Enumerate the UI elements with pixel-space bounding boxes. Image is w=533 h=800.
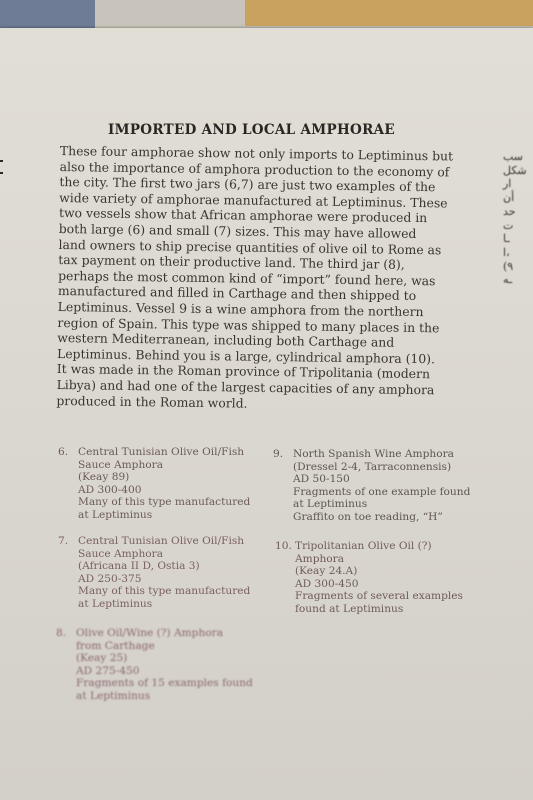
paragraph-line: Libya) and had one of the largest capacities of any amphora — [56, 376, 435, 398]
entry-line: (Dressel 2-4, Tarraconnensis) — [293, 460, 452, 473]
paragraph-line: tax payment on their productive land. The third jar (8), — [58, 252, 405, 272]
entry-line: Sauce Amphora — [78, 458, 164, 471]
entry-line: (Africana II D, Ostia 3) — [78, 560, 200, 573]
paragraph-line: It was made in the Roman province of Tripolitania (modern — [56, 361, 431, 382]
entry-line: found at Leptiminus — [295, 602, 404, 615]
arabic-line: ا، — [503, 245, 510, 259]
entry-number: 9. — [273, 448, 284, 460]
entry-line: Central Tunisian Olive Oil/Fish — [78, 446, 245, 458]
paragraph-line: western Mediterranean, including both Carthage and — [57, 330, 395, 350]
arabic-line: حد — [503, 204, 516, 218]
entry-line: Olive Oil/Wine (?) Amphora — [76, 627, 224, 639]
entry-line: from Carthage — [76, 639, 155, 652]
entry-line: Fragments of several examples — [295, 590, 463, 603]
entry-line: at Leptiminus — [78, 597, 153, 610]
entry-number: 7. — [58, 535, 69, 547]
entry-line: AD 300-400 — [78, 483, 142, 496]
entry-line: Amphora — [295, 552, 345, 565]
arabic-line: ـا — [503, 232, 510, 246]
paragraph-line: These four amphorae show not only imports to Leptiminus but — [59, 143, 454, 164]
entry-line: Fragments of one example found — [293, 485, 471, 498]
paragraph-line: the city. The first two jars (6,7) are just two examples of the — [59, 174, 436, 195]
entry-line: AD 50-150 — [293, 473, 350, 486]
entry-line: (Keay 25) — [76, 652, 128, 665]
paragraph-line: perhaps the most common kind of “import” found here, was — [58, 267, 436, 289]
arabic-line: أن — [503, 191, 515, 205]
entry-line: (Keay 24.A) — [295, 565, 358, 578]
arabic-text-fragment — [503, 150, 533, 350]
paragraph-line: both large (6) and small (7) sizes. This may have allowed — [58, 220, 417, 241]
paragraph-line: manufactured and filled in Carthage and then shipped to — [57, 283, 417, 304]
paragraph-line: wide variety of amphorae manufactured at Leptiminus. These — [59, 189, 448, 211]
entry-line: at Leptiminus — [293, 498, 368, 511]
paragraph-line: also the importance of amphora production to the economy of — [59, 158, 450, 180]
paragraph-line: Leptiminus. Vessel 9 is a wine amphora from the northern — [57, 298, 424, 320]
entry-number: 10. — [275, 540, 292, 552]
entry-line: Many of this type manufactured — [78, 585, 251, 598]
entry-number: 8. — [56, 627, 67, 639]
paragraph-line: region of Spain. This type was shipped to many places in the — [57, 314, 440, 335]
entry-line: Tripolitanian Olive Oil (?) — [295, 540, 432, 552]
entry-line: Fragments of 15 examples found — [76, 677, 253, 690]
entry-line: AD 275-450 — [76, 664, 140, 677]
paragraph-line: two vessels show that African amphorae were produced in — [58, 205, 428, 226]
entry-line: AD 300-450 — [295, 577, 359, 590]
entry-line: Many of this type manufactured — [78, 496, 251, 509]
sign-title: IMPORTED AND LOCAL AMPHORAE — [108, 122, 395, 138]
entry-line: at Leptiminus — [76, 689, 151, 702]
arabic-line: سب — [503, 150, 524, 163]
entry-line: Central Tunisian Olive Oil/Fish — [78, 535, 245, 547]
arabic-line: (٩ — [503, 259, 514, 273]
entry-line: Sauce Amphora — [78, 547, 164, 560]
entry-line: (Keay 89) — [78, 471, 130, 484]
arabic-line: ـه — [503, 273, 513, 287]
arabic-line: ار — [503, 177, 512, 191]
paragraph-line: Leptiminus. Behind you is a large, cylindrical amphora (10). — [56, 345, 436, 366]
entry-number: 6. — [58, 446, 69, 458]
entry-line: AD 250-375 — [78, 572, 142, 585]
entry-line: Graffito on toe reading, “H” — [293, 510, 443, 523]
entry-line: at Leptiminus — [78, 508, 153, 521]
arabic-line: ت — [503, 218, 514, 232]
paragraph-line: produced in the Roman world. — [56, 392, 248, 411]
entry-line: North Spanish Wine Amphora — [293, 448, 454, 460]
arabic-line: شكل — [503, 163, 527, 177]
paragraph-line: land owners to ship precise quantities of olive oil to Rome as — [58, 236, 442, 257]
